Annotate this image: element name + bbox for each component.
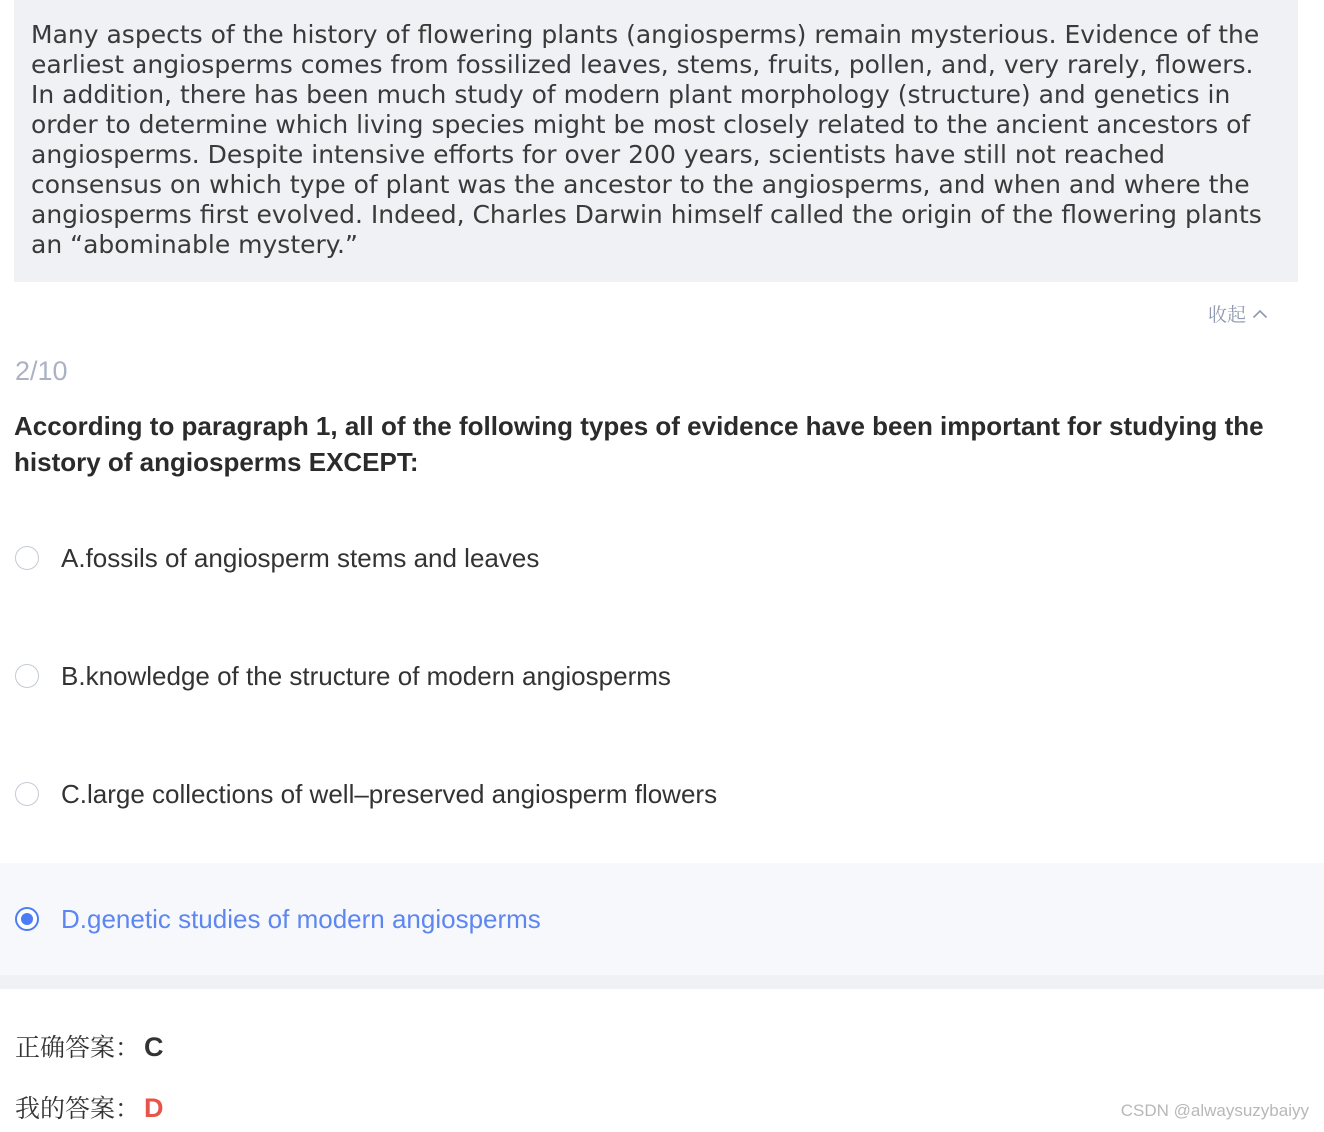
my-answer [15, 1089, 164, 1125]
radio-icon[interactable] [15, 546, 39, 570]
radio-checked-icon[interactable] [15, 907, 39, 931]
radio-icon[interactable] [15, 664, 39, 688]
option-label: A.fossils of angiosperm stems and leaves [61, 542, 540, 573]
option-label: D.genetic studies of modern angiosperms [61, 903, 541, 934]
watermark: CSDN @alwaysuzybaiyy [1120, 1101, 1309, 1120]
correct-answer-label: 正确答案： [15, 1033, 141, 1062]
option-b[interactable] [0, 620, 1324, 732]
chevron-up-icon [1252, 309, 1268, 319]
collapse-button[interactable] [1208, 300, 1268, 327]
my-answer-label: 我的答案： [15, 1094, 141, 1123]
question-progress: 2/10 [15, 356, 68, 386]
section-divider [0, 975, 1324, 989]
option-d[interactable] [0, 863, 1324, 975]
correct-answer-value: C [144, 1032, 164, 1062]
passage-text: Many aspects of the history of flowering plants (angiosperms) remain mysterious. Evidence of the earliest angiosperms comes from fossilized leaves, stems, fruits, pollen, and, very rarely, flowers. In addition, there has been much study of modern plant morphology (structure) and genetics in order to determine which living species might be most closely related to the ancient ancestors of angiosperms. Despite intensive efforts for over 200 years, scientists have still not reached consensus on which type of plant was the ancestor to the angiosperms, and when and where the angiosperms first evolved. Indeed, Charles Darwin himself called the origin of the flowering plants an “abominable mystery.” [31, 20, 1262, 259]
collapse-label: 收起 [1207, 304, 1246, 326]
option-c[interactable] [0, 738, 1324, 850]
option-a[interactable] [0, 502, 1324, 614]
my-answer-value: D [144, 1093, 164, 1123]
radio-icon[interactable] [15, 782, 39, 806]
correct-answer [15, 1028, 164, 1064]
option-label: C.large collections of well–preserved angiosperm flowers [61, 778, 718, 809]
option-label: B.knowledge of the structure of modern angiosperms [61, 660, 671, 691]
reading-passage [14, 0, 1298, 282]
question-text: According to paragraph 1, all of the following types of evidence have been important for studying the history of angiosperms EXCEPT: [14, 411, 1264, 477]
